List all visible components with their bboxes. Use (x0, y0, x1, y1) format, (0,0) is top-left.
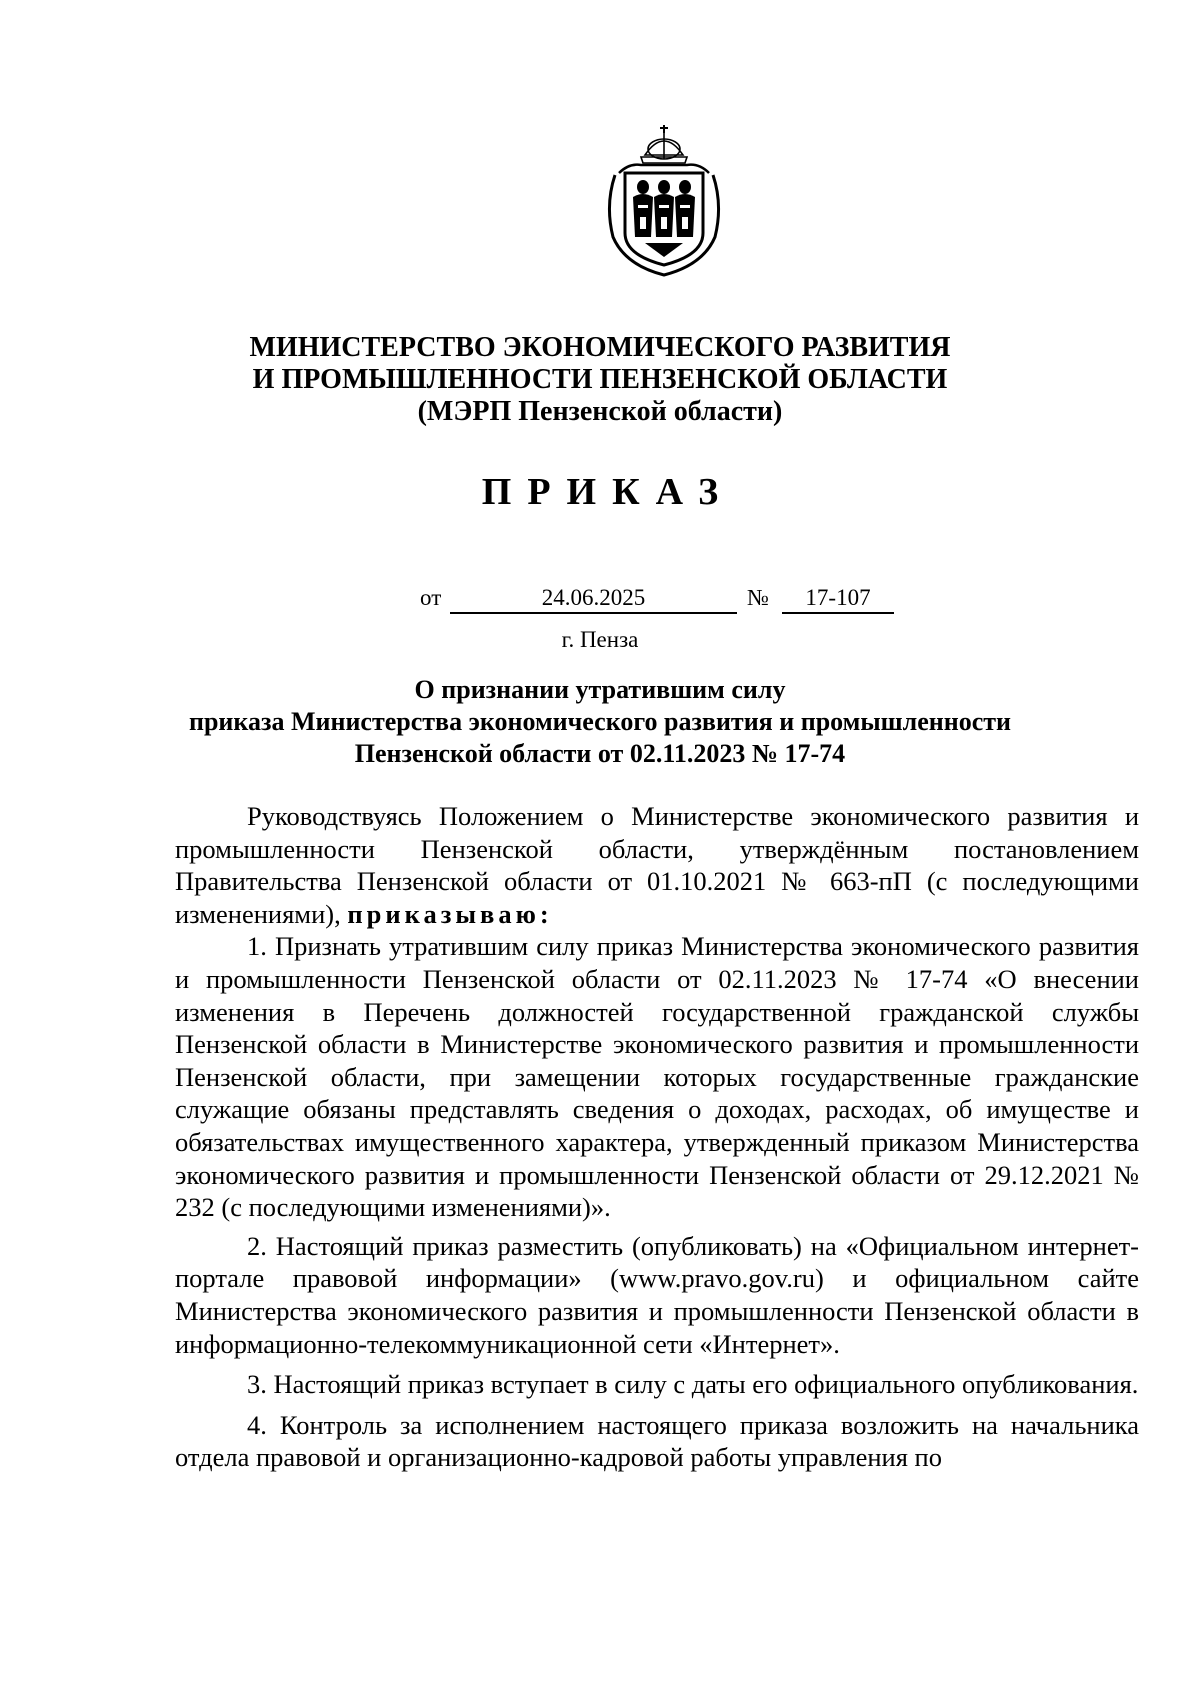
organization-name-line1: МИНИСТЕРСТВО ЭКОНОМИЧЕСКОГО РАЗВИТИЯ (249, 332, 951, 363)
item-1: 1. Признать утратившим силу приказ Министерства экономического развития и промышленности Пензенской области от 02.11.2023 № 17-74 «О внесении изменения в Перечень должностей государственной гражданской службы Пензенской области в Министерстве экономического развития и промышленности Пензенской области, при замещении которых государственные гражданские служащие обязаны представлять сведения о доходах, расходах, об имуществе и обязательствах имущественного характера, утвержденный приказом Министерства экономического развития и промышленности Пензенской области от 29.12.2021 № 232 (с последующими изменениями)». (175, 931, 1139, 1223)
intro-paragraph (175, 800, 1139, 930)
document-type-title: ПРИКАЗ (481, 471, 735, 513)
item-3: 3. Настоящий приказ вступает в силу с даты его официального опубликования. (247, 1369, 1139, 1400)
subject-line2: приказа Министерства экономического развития и промышленности (188, 707, 1012, 736)
penza-coat-of-arms-icon (605, 125, 723, 277)
intro-text: Руководствуясь Положением о Министерстве экономического развития и промышленности Пензенской области, утверждённым постановлением Правительства Пензенской области от 01.10.2021 № 663-пП (с последующими изменениями), (175, 801, 1139, 929)
document-date: 24.06.2025 (450, 584, 737, 614)
organization-short-name: (МЭРП Пензенской области) (417, 396, 783, 427)
item-4: 4. Контроль за исполнением настоящего приказа возложить на начальника отдела правовой и организационно-кадровой работы управления по (175, 1409, 1139, 1473)
document-body (175, 800, 1139, 1482)
document-number: 17-107 (782, 584, 894, 614)
order-word: приказываю: (347, 898, 553, 929)
item-2: 2. Настоящий приказ разместить (опубликовать) на «Официальном интернет-портале правовой информации» (www.pravo.gov.ru) и официальном сайте Министерства экономического развития и промышленности Пензенской области в информационно-телекоммуникационной сети «Интернет». (175, 1230, 1139, 1359)
organization-name-line2: И ПРОМЫШЛЕННОСТИ ПЕНЗЕНСКОЙ ОБЛАСТИ (252, 364, 948, 395)
date-prefix: от (420, 585, 442, 610)
document-city: г. Пенза (561, 627, 639, 652)
subject-line1: О признании утратившим силу (414, 675, 786, 704)
subject-line3: Пензенской области от 02.11.2023 № 17-74 (354, 739, 846, 768)
number-prefix: № (747, 585, 769, 610)
